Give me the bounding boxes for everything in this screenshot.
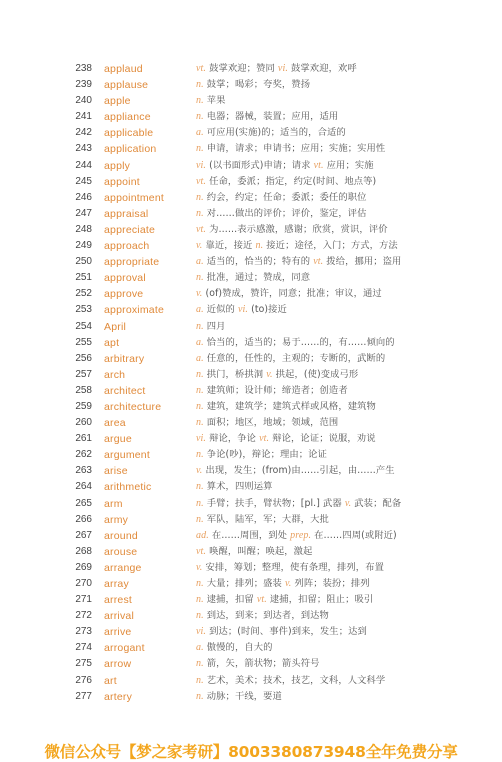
entry-definition (196, 656, 320, 672)
part-of-speech: v. (196, 465, 203, 477)
entry-word: apple (104, 95, 131, 108)
entry-word: arrive (104, 626, 132, 639)
part-of-speech: n. (196, 95, 204, 107)
entry-definition (196, 673, 385, 689)
entry-row (0, 125, 502, 141)
definition-text: 任意的，任性的，主观的；专断的，武断的 (203, 352, 386, 364)
part-of-speech: a. (196, 256, 204, 268)
entry-row (0, 238, 502, 254)
entry-number: 243 (75, 143, 92, 155)
entry-number: 256 (75, 352, 92, 364)
entry-word: appliance (104, 111, 151, 124)
entry-number: 262 (75, 449, 92, 461)
part-of-speech: a. (196, 352, 204, 364)
part-of-speech: vt. (259, 433, 270, 445)
definition-text: 建筑，建筑学；建筑式样或风格，建筑物 (203, 400, 376, 412)
definition-text: 到达，到来；到达者，到达物 (203, 610, 329, 622)
part-of-speech: a. (196, 336, 204, 348)
entry-row (0, 190, 502, 206)
entry-word: applause (104, 79, 149, 92)
entry-definition (196, 190, 367, 206)
entry-row (0, 270, 502, 286)
part-of-speech: vt. (256, 594, 267, 606)
part-of-speech: vt. (196, 175, 207, 187)
entry-definition (196, 206, 367, 222)
part-of-speech: n. (196, 610, 204, 622)
entry-word: April (104, 320, 127, 333)
entry-word: approximate (104, 304, 164, 317)
part-of-speech: n. (255, 240, 264, 252)
part-of-speech: a. (196, 127, 204, 139)
entry-number: 273 (75, 626, 92, 638)
entry-word: approve (104, 288, 144, 301)
entry-word: arbitrary (104, 352, 145, 365)
part-of-speech: v. (196, 288, 203, 300)
part-of-speech: n. (196, 481, 204, 493)
entry-definition (196, 302, 287, 318)
definition-text: 安排，筹划；整理，使有条理，排列，布置 (202, 561, 385, 573)
entry-number: 246 (75, 191, 92, 203)
entry-definition (196, 576, 370, 592)
entry-word: apply (104, 159, 131, 172)
entry-row (0, 158, 502, 174)
definition-text: 约会，约定；任命；委派；委任的职位 (203, 191, 367, 203)
entry-row (0, 528, 502, 544)
definition-text: 近似的 (203, 304, 239, 316)
part-of-speech: n. (196, 320, 204, 332)
entry-row (0, 174, 502, 190)
entry-definition (196, 624, 367, 640)
part-of-speech: v. (344, 497, 352, 509)
definition-text: 逮捕，扣留 (203, 594, 257, 606)
entry-word: arrival (104, 610, 134, 623)
definition-text: 接近；途径，入门；方式，方法 (263, 240, 398, 252)
entry-row (0, 431, 502, 447)
entry-word: arrest (104, 594, 133, 607)
entry-row (0, 319, 502, 335)
entry-number: 239 (75, 79, 92, 91)
definition-text: 鼓掌；喝彩；夸奖，赞扬 (203, 79, 311, 91)
entry-row (0, 351, 502, 367)
entry-definition (196, 479, 273, 495)
definition-text: 电器；器械，装置；应用，适用 (203, 111, 339, 123)
definition-text: 拨给，挪用；盗用 (323, 256, 402, 268)
entry-word: appraisal (104, 207, 149, 220)
entry-row (0, 608, 502, 624)
definition-text: 手臂；扶手，臂状物；[pl.] 武器 (203, 497, 345, 509)
entry-definition (196, 383, 348, 399)
entry-definition (196, 528, 397, 544)
part-of-speech: n. (196, 690, 204, 702)
entry-definition (196, 141, 385, 157)
part-of-speech: n. (196, 79, 204, 91)
definition-text: 艺术，美术；技术，技艺，文科，人文科学 (203, 674, 386, 686)
definition-text: 出现，发生；(from)由……引起，由……产生 (202, 465, 395, 477)
entry-word: arch (104, 368, 126, 381)
entry-number: 250 (75, 256, 92, 268)
definition-text: 可应用(实施)的；适当的，合适的 (203, 127, 346, 139)
entry-number: 277 (75, 690, 92, 702)
entry-row (0, 496, 502, 512)
definition-text: 对……做出的评价；评价，鉴定，评估 (203, 207, 367, 219)
definition-text: 应用；实施 (323, 159, 374, 171)
entry-number: 269 (75, 561, 92, 573)
definition-text: 武装；配备 (351, 497, 402, 509)
entry-row (0, 93, 502, 109)
part-of-speech: vt. (313, 256, 324, 268)
entry-word: arrange (104, 561, 142, 574)
entry-number: 258 (75, 384, 92, 396)
entry-number: 257 (75, 368, 92, 380)
entry-word: arm (104, 497, 123, 510)
entry-row (0, 302, 502, 318)
definition-text: 箭，矢，箭状物；箭头符号 (203, 658, 320, 670)
entry-word: applaud (104, 63, 143, 75)
definition-text: 拱起，(使)变成弓形 (272, 368, 359, 380)
entry-row (0, 544, 502, 560)
part-of-speech: n. (196, 578, 204, 589)
entry-definition (196, 351, 385, 367)
entry-number: 267 (75, 529, 92, 541)
definition-text: 拱门，桥拱洞 (203, 368, 267, 380)
entry-word: appointment (104, 191, 164, 204)
entry-definition (196, 158, 374, 174)
entry-row (0, 415, 502, 431)
part-of-speech: vt. (196, 545, 207, 557)
entry-row (0, 463, 502, 479)
entry-number: 247 (75, 207, 92, 219)
entry-word: art (104, 674, 117, 687)
entry-definition (196, 335, 395, 351)
entry-row (0, 254, 502, 270)
definition-text: (以书面形式)申请；请求 (206, 159, 314, 171)
entry-number: 245 (75, 175, 92, 187)
entry-definition (196, 77, 310, 93)
entry-row (0, 77, 502, 93)
entry-row (0, 640, 502, 656)
entry-number: 251 (75, 272, 92, 284)
part-of-speech: n. (196, 207, 204, 219)
definition-text: 列阵；装扮；排列 (291, 578, 370, 589)
entry-word: appreciate (104, 223, 156, 236)
entry-definition (196, 560, 384, 576)
entry-definition (196, 367, 358, 383)
definition-text: 到达；(时间、事件)到来，发生；达到 (206, 626, 367, 638)
entry-definition (196, 496, 401, 512)
definition-text: 在……四周(或附近) (311, 529, 397, 541)
footer-watermark: 微信公众号【梦之家考研】8003380873948全年免费分享 (44, 743, 458, 761)
definition-text: 争论(吵)，辩论；理由；论证 (203, 449, 327, 461)
entry-row (0, 479, 502, 495)
part-of-speech: vi. (196, 433, 207, 445)
definition-text: 辩论，论证；说服，劝说 (269, 433, 376, 445)
entry-word: approval (104, 272, 146, 285)
entry-number: 265 (75, 497, 92, 509)
part-of-speech: n. (196, 368, 204, 380)
entry-word: arouse (104, 545, 138, 558)
part-of-speech: n. (196, 674, 204, 686)
part-of-speech: n. (196, 658, 204, 670)
entry-definition (196, 222, 388, 238)
entry-list (0, 61, 502, 705)
entry-number: 249 (75, 240, 92, 252)
definition-text: 四月 (203, 320, 226, 332)
entry-number: 244 (75, 159, 92, 171)
entry-definition (196, 399, 376, 415)
entry-definition (196, 689, 282, 705)
entry-row (0, 286, 502, 302)
entry-number: 253 (75, 304, 92, 316)
entry-row (0, 447, 502, 463)
entry-row (0, 399, 502, 415)
entry-word: apt (104, 336, 120, 349)
part-of-speech: vt. (196, 63, 207, 74)
entry-number: 268 (75, 545, 92, 557)
entry-definition (196, 608, 329, 624)
definition-text: 建筑师；设计师；缔造者；创造者 (203, 384, 348, 396)
entry-number: 240 (75, 95, 92, 107)
part-of-speech: v. (266, 368, 273, 380)
part-of-speech: n. (196, 594, 204, 606)
entry-number: 263 (75, 465, 92, 477)
entry-definition (196, 640, 273, 656)
part-of-speech: ad. (196, 529, 209, 541)
entry-row (0, 206, 502, 222)
entry-definition (196, 270, 310, 286)
definition-text: 鼓掌欢迎，欢呼 (287, 63, 357, 74)
entry-row (0, 624, 502, 640)
entry-word: appropriate (104, 256, 160, 269)
entry-row (0, 592, 502, 608)
definition-text: 辩论，争论 (206, 433, 260, 445)
entry-number: 241 (75, 111, 92, 123)
entry-word: argue (104, 433, 132, 446)
entry-definition (196, 238, 398, 254)
entry-number: 254 (75, 320, 92, 332)
definition-text: 批准，通过；赞成，同意 (203, 272, 311, 284)
definition-text: 大量；排列；盛装 (203, 578, 285, 589)
entry-word: arrogant (104, 642, 145, 655)
entry-word: applicable (104, 127, 154, 140)
entry-number: 261 (75, 433, 92, 445)
entry-word: approach (104, 240, 150, 253)
entry-number: 274 (75, 642, 92, 654)
entry-row (0, 576, 502, 592)
part-of-speech: a. (196, 642, 204, 654)
definition-text: 面积；地区，地域；领域，范围 (203, 417, 339, 429)
entry-row (0, 367, 502, 383)
entry-definition (196, 544, 312, 560)
entry-definition (196, 61, 357, 77)
entry-number: 259 (75, 400, 92, 412)
part-of-speech: vt. (196, 223, 207, 235)
entry-number: 276 (75, 674, 92, 686)
entry-number: 238 (75, 63, 92, 74)
entry-word: arrow (104, 658, 132, 671)
definition-text: 算术，四则运算 (203, 481, 273, 493)
entry-word: appoint (104, 175, 140, 188)
definition-text: 动脉；干线，要道 (203, 690, 282, 702)
entry-definition (196, 512, 329, 528)
definition-text: 鼓掌欢迎；赞同 (206, 63, 278, 74)
part-of-speech: n. (196, 513, 204, 525)
definition-text: 逮捕，扣留；阻止；吸引 (266, 594, 374, 606)
part-of-speech: v. (285, 578, 292, 589)
part-of-speech: n. (196, 400, 204, 412)
entry-word: architecture (104, 400, 162, 413)
entry-row (0, 512, 502, 528)
entry-word: application (104, 143, 157, 156)
entry-word: arise (104, 465, 128, 478)
part-of-speech: a. (196, 304, 204, 316)
entry-definition (196, 463, 395, 479)
entry-row (0, 673, 502, 689)
entry-number: 260 (75, 417, 92, 429)
entry-definition (196, 174, 376, 190)
part-of-speech: n. (196, 497, 204, 509)
entry-word: arithmetic (104, 481, 152, 494)
entry-row (0, 222, 502, 238)
definition-text: 傲慢的，自大的 (203, 642, 273, 654)
entry-number: 252 (75, 288, 92, 300)
entry-number: 271 (75, 594, 92, 606)
entry-definition (196, 125, 346, 141)
entry-definition (196, 447, 327, 463)
entry-number: 266 (75, 513, 92, 525)
definition-text: 任命，委派；指定，约定(时间、地点等) (206, 175, 377, 187)
definition-text: 苹果 (203, 95, 226, 107)
entry-definition (196, 254, 401, 270)
entry-row (0, 656, 502, 672)
definition-text: 申请，请求；申请书；应用；实施；实用性 (203, 143, 386, 155)
definition-text: 靠近，接近 (202, 240, 256, 252)
part-of-speech: vt. (313, 159, 324, 171)
entry-row (0, 109, 502, 125)
entry-definition (196, 286, 382, 302)
part-of-speech: n. (196, 417, 204, 429)
entry-number: 255 (75, 336, 92, 348)
definition-text: 恰当的，适当的；易于……的，有……倾向的 (203, 336, 395, 348)
entry-row (0, 335, 502, 351)
part-of-speech: v. (196, 561, 203, 573)
entry-number: 275 (75, 658, 92, 670)
entry-word: array (104, 578, 129, 590)
definition-text: 为……表示感激，感谢；欣赏，赏识，评价 (206, 223, 388, 235)
entry-word: artery (104, 690, 133, 703)
entry-number: 270 (75, 578, 92, 589)
entry-definition (196, 592, 373, 608)
definition-text: 在……周围，到处 (208, 529, 291, 541)
entry-definition (196, 415, 338, 431)
part-of-speech: vi. (196, 159, 207, 171)
entry-number: 264 (75, 481, 92, 493)
part-of-speech: n. (196, 449, 204, 461)
part-of-speech: vi. (238, 304, 249, 316)
entry-word: around (104, 529, 138, 542)
entry-row (0, 560, 502, 576)
part-of-speech: n. (196, 272, 204, 284)
part-of-speech: vi. (277, 63, 288, 74)
entry-definition (196, 431, 376, 447)
part-of-speech: prep. (290, 529, 312, 541)
entry-definition (196, 319, 226, 335)
part-of-speech: n. (196, 191, 204, 203)
entry-number: 242 (75, 127, 92, 139)
entry-word: architect (104, 384, 146, 397)
entry-word: area (104, 417, 126, 430)
entry-word: army (104, 513, 129, 526)
part-of-speech: n. (196, 384, 204, 396)
definition-text: 唤醒，叫醒；唤起，激起 (206, 545, 313, 557)
entry-number: 272 (75, 610, 92, 622)
definition-text: (of)赞成，赞许，同意；批准；审议，通过 (202, 288, 382, 300)
definition-text: (to)接近 (248, 304, 287, 316)
entry-definition (196, 93, 226, 109)
entry-row (0, 61, 502, 77)
entry-row (0, 141, 502, 157)
definition-text: 军队，陆军，军；大群，大批 (203, 513, 329, 525)
part-of-speech: vi. (196, 626, 207, 638)
definition-text: 适当的，恰当的；特有的 (203, 256, 314, 268)
entry-definition (196, 109, 338, 125)
part-of-speech: n. (196, 143, 204, 155)
part-of-speech: v. (196, 240, 203, 252)
entry-row (0, 383, 502, 399)
entry-word: argument (104, 449, 150, 462)
entry-number: 248 (75, 223, 92, 235)
part-of-speech: n. (196, 111, 204, 123)
entry-row (0, 689, 502, 705)
